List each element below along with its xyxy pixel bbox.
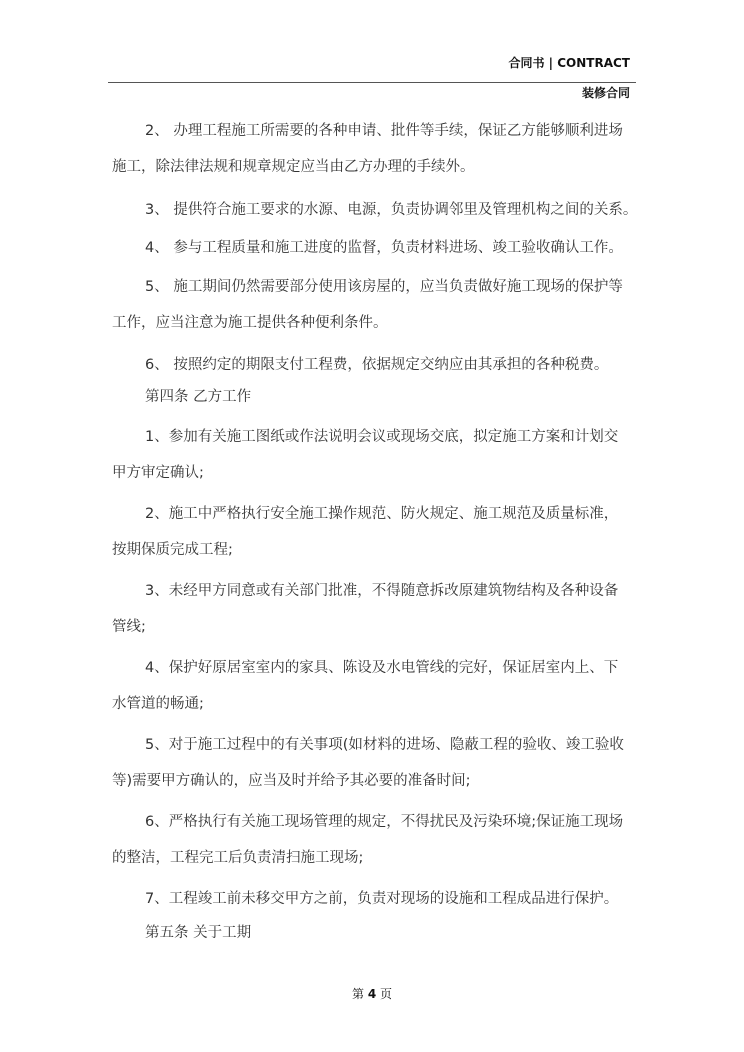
body-line: 5、对于施工过程中的有关事项(如材料的进场、隐蔽工程的验收、竣工验收 xyxy=(145,737,624,753)
header-subtitle: 装修合同 xyxy=(581,86,630,100)
body-line: 的整洁，工程完工后负责清扫施工现场; xyxy=(112,850,364,866)
body-line: 甲方审定确认; xyxy=(112,465,204,481)
body-line: 4、 参与工程质量和施工进度的监督，负责材料进场、竣工验收确认工作。 xyxy=(145,240,623,256)
header-divider xyxy=(108,82,636,83)
body-line: 3、 提供符合施工要求的水源、电源，负责协调邻里及管理机构之间的关系。 xyxy=(145,202,638,218)
body-line: 工作，应当注意为施工提供各种便利条件。 xyxy=(112,315,388,331)
body-line: 水管道的畅通; xyxy=(112,696,204,712)
body-line: 按期保质完成工程; xyxy=(112,542,233,558)
body-line: 6、严格执行有关施工现场管理的规定，不得扰民及污染环境;保证施工现场 xyxy=(145,814,624,830)
body-line: 施工，除法律法规和规章规定应当由乙方办理的手续外。 xyxy=(112,159,475,175)
body-line: 1、参加有关施工图纸或作法说明会议或现场交底，拟定施工方案和计划交 xyxy=(145,429,619,445)
header-title: 合同书 | CONTRACT xyxy=(508,56,630,70)
section-heading: 第四条 乙方工作 xyxy=(145,389,252,405)
page-number-value: 4 xyxy=(367,987,377,1001)
body-line: 2、施工中严格执行安全施工操作规范、防火规定、施工规范及质量标准， xyxy=(145,506,619,522)
body-line: 7、工程竣工前未移交甲方之前，负责对现场的设施和工程成品进行保护。 xyxy=(145,891,619,907)
page-number-suffix: 页 xyxy=(380,987,393,1001)
body-line: 6、 按照约定的期限支付工程费，依据规定交纳应由其承担的各种税费。 xyxy=(145,357,609,373)
body-line: 5、 施工期间仍然需要部分使用该房屋的，应当负责做好施工现场的保护等 xyxy=(145,279,623,295)
section-heading: 第五条 关于工期 xyxy=(145,925,252,941)
body-line: 3、未经甲方同意或有关部门批准，不得随意拆改原建筑物结构及各种设备 xyxy=(145,583,619,599)
body-line: 管线; xyxy=(112,619,146,635)
body-line: 2、 办理工程施工所需要的各种申请、批件等手续，保证乙方能够顺利进场 xyxy=(145,123,623,139)
body-line: 等)需要甲方确认的，应当及时并给予其必要的准备时间; xyxy=(112,773,471,789)
body-line: 4、保护好原居室室内的家具、陈设及水电管线的完好，保证居室内上、下 xyxy=(145,660,619,676)
page-number xyxy=(0,985,744,1002)
page-number-prefix: 第 xyxy=(351,987,364,1001)
